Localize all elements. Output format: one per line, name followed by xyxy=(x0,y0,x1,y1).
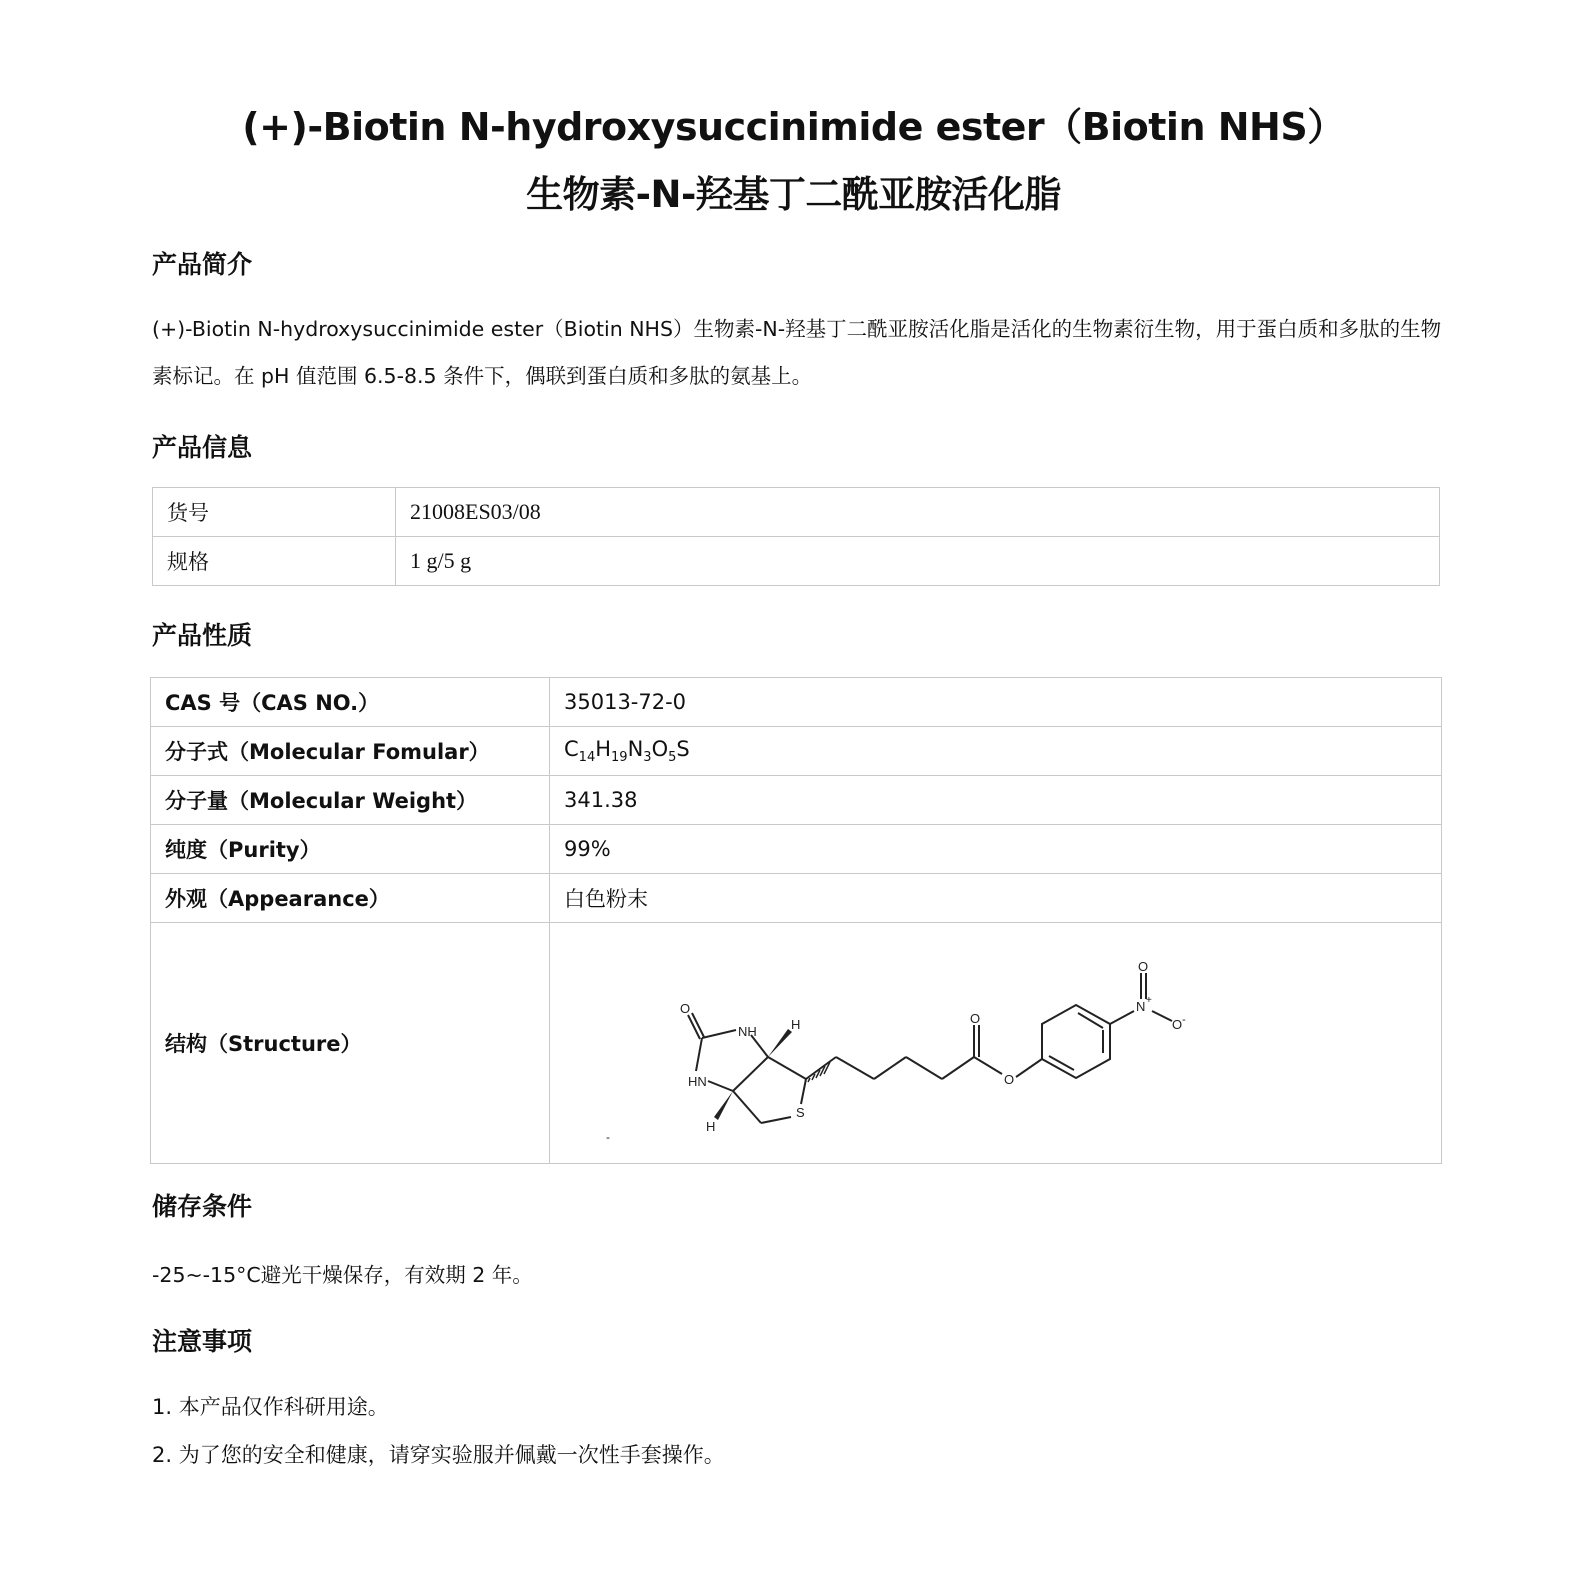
section-heading-storage: 储存条件 xyxy=(152,1192,253,1221)
table-row xyxy=(151,874,1442,923)
prop-value-appearance: 白色粉末 xyxy=(550,874,1442,923)
section-heading-notes: 注意事项 xyxy=(152,1327,253,1356)
atom-label: N xyxy=(1136,999,1146,1014)
document-title-chinese: 生物素-N-羟基丁二酰亚胺活化脂 xyxy=(526,173,1061,216)
info-key-catalog-number: 货号 xyxy=(153,488,396,537)
prop-key-structure: 结构（Structure） xyxy=(151,923,550,1164)
info-value-catalog-number: 21008ES03/08 xyxy=(396,488,1440,537)
product-properties-table xyxy=(150,677,1442,1164)
chemical-structure-diagram xyxy=(606,949,1206,1149)
atom-label: O xyxy=(1004,1072,1015,1087)
table-row xyxy=(151,825,1442,874)
prop-value-molecular-weight: 341.38 xyxy=(550,776,1442,825)
formula-subscript: 14 xyxy=(578,750,596,766)
product-info-table xyxy=(152,487,1440,586)
formula-subscript: 3 xyxy=(643,750,652,766)
atom-label: O xyxy=(970,1011,981,1026)
atom-label: H xyxy=(706,1119,716,1134)
prop-key-appearance: 外观（Appearance） xyxy=(151,874,550,923)
formula-element: S xyxy=(676,736,690,761)
prop-key-molecular-weight: 分子量（Molecular Weight） xyxy=(151,776,550,825)
formula-element: H xyxy=(595,736,612,761)
list-item: 2. 为了您的安全和健康，请穿实验服并佩戴一次性手套操作。 xyxy=(152,1443,725,1467)
table-row xyxy=(153,537,1440,586)
table-row xyxy=(151,678,1442,727)
formula-subscript: 19 xyxy=(611,750,628,766)
formula-subscript: 5 xyxy=(668,750,677,766)
formula-element: C xyxy=(564,736,579,761)
charge-label: + xyxy=(1146,995,1152,1006)
atom-label: O xyxy=(1172,1017,1183,1032)
atom-label: NH xyxy=(738,1024,757,1039)
prop-key-purity: 纯度（Purity） xyxy=(151,825,550,874)
section-heading-info: 产品信息 xyxy=(152,433,253,462)
storage-text: -25~-15°C避光干燥保存，有效期 2 年。 xyxy=(152,1263,533,1287)
prop-value-structure xyxy=(550,923,1442,1164)
prop-value-cas: 35013-72-0 xyxy=(550,678,1442,727)
table-row xyxy=(151,923,1442,1164)
formula-element: O xyxy=(651,736,669,761)
prop-key-cas: CAS 号（CAS NO.） xyxy=(151,678,550,727)
list-item: 1. 本产品仅作科研用途。 xyxy=(152,1395,389,1419)
atom-label: O xyxy=(680,1001,691,1016)
intro-paragraph: (+)-Biotin N-hydroxysuccinimide ester（Biotin NHS）生物素-N-羟基丁二酰亚胺活化脂是活化的生物素衍生物，用于蛋白质和多肽的生物素标记。在 pH 值范围 6.5-8.5 条件下，偶联到蛋白质和多肽的氨基上。 xyxy=(152,317,1442,388)
structure-dash-mark: - xyxy=(606,1130,610,1144)
table-row xyxy=(153,488,1440,537)
section-heading-intro: 产品简介 xyxy=(152,250,253,279)
prop-value-formula xyxy=(550,727,1442,776)
info-key-size: 规格 xyxy=(153,537,396,586)
table-row xyxy=(151,727,1442,776)
section-heading-properties: 产品性质 xyxy=(152,621,253,650)
charge-label: - xyxy=(1182,1014,1186,1026)
info-value-size: 1 g/5 g xyxy=(396,537,1440,586)
atom-label: H xyxy=(791,1017,801,1032)
prop-key-formula: 分子式（Molecular Fomular） xyxy=(151,727,550,776)
atom-label: S xyxy=(796,1105,805,1120)
prop-value-purity: 99% xyxy=(550,825,1442,874)
document-title-english: (+)-Biotin N-hydroxysuccinimide ester（Biotin NHS） xyxy=(242,105,1345,149)
formula-element: N xyxy=(627,736,644,761)
atom-label: O xyxy=(1138,959,1149,974)
table-row xyxy=(151,776,1442,825)
atom-label: HN xyxy=(688,1074,707,1089)
